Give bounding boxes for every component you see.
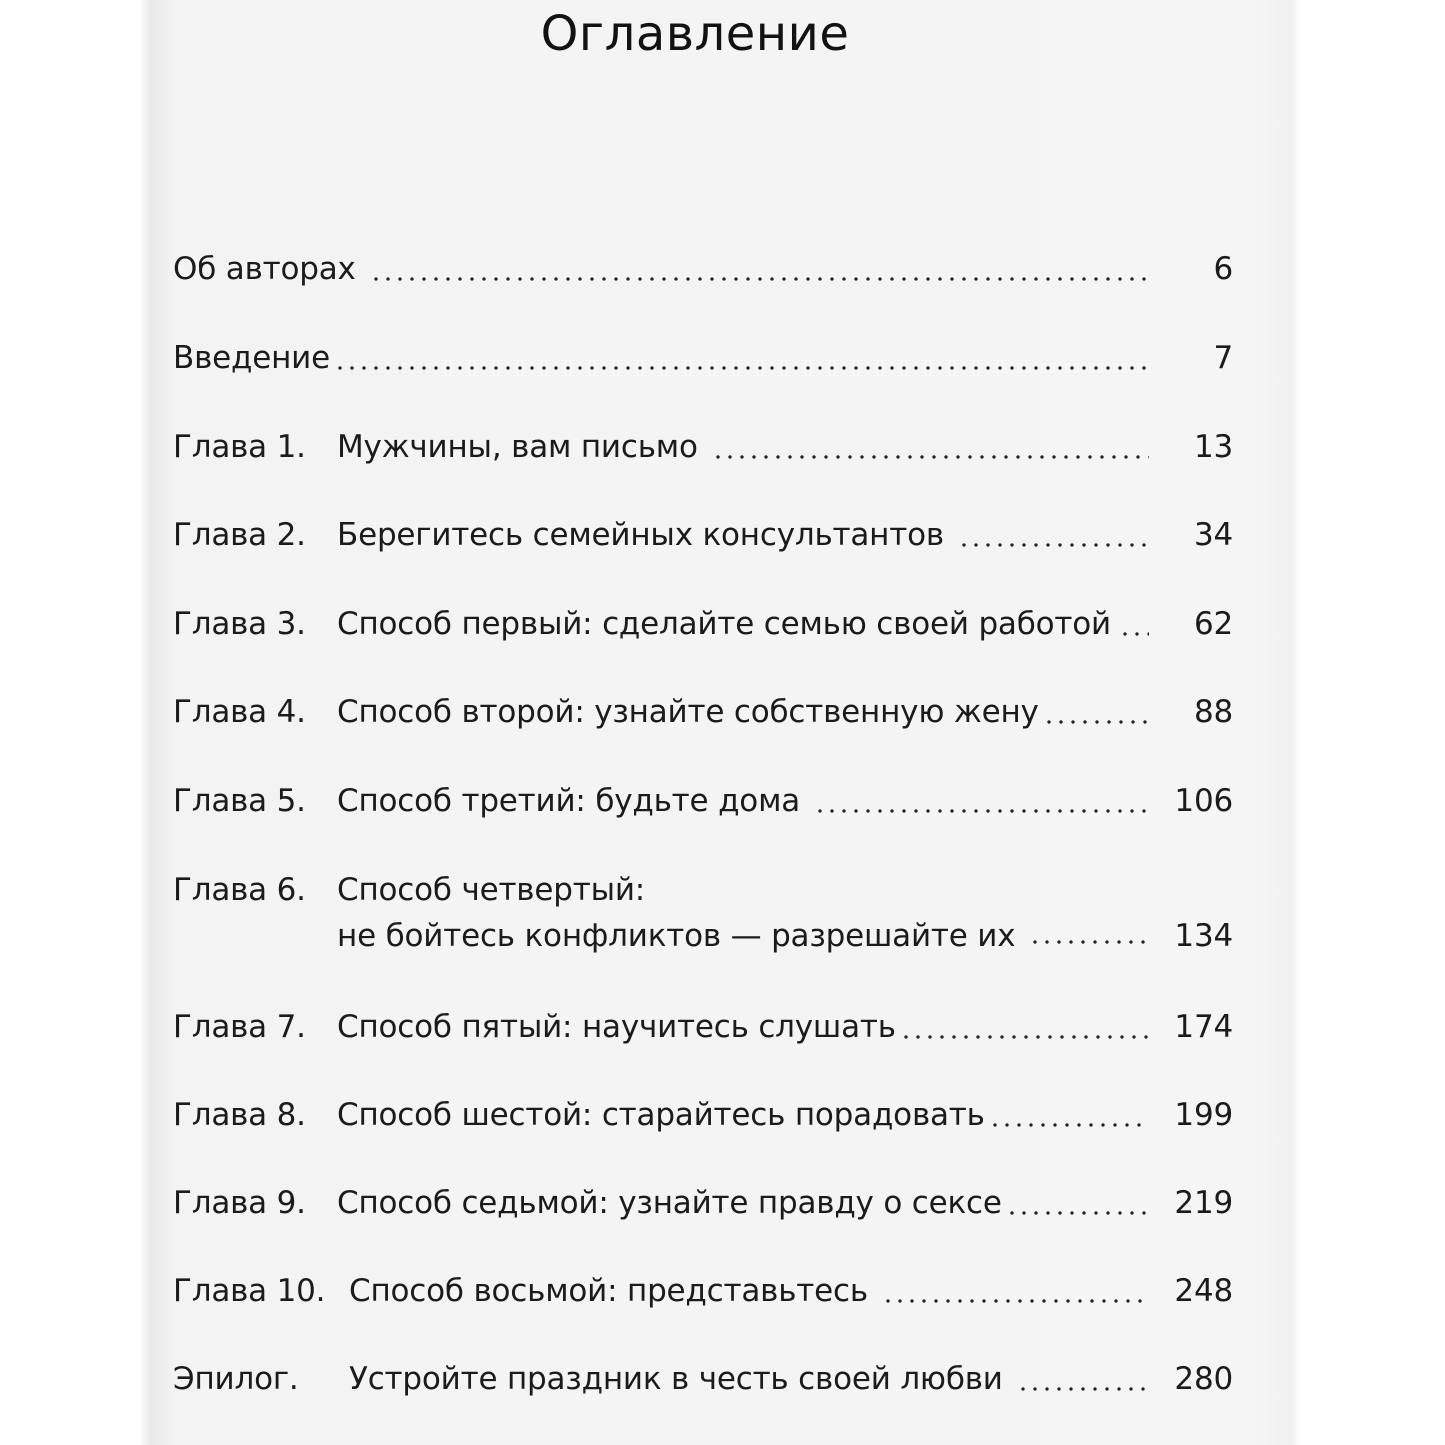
toc-entry-title: не бойтесь конфликтов — разрешайте их [337, 918, 1016, 954]
toc-entry-chapter-5[interactable] [173, 781, 1233, 825]
toc-entry-title: Берегитесь семейных консультантов [337, 517, 944, 553]
dot-leader [370, 276, 1149, 282]
toc-entry-title: Способ пятый: научитесь слушать [337, 1009, 896, 1045]
dot-leader [1006, 1210, 1149, 1216]
toc-entry-label: Глава 9. [173, 1185, 306, 1221]
toc-page-number: 280 [1174, 1361, 1233, 1397]
dot-leader [1119, 631, 1149, 637]
toc-entry-chapter-3[interactable] [173, 604, 1233, 648]
toc-entry-chapter-6[interactable] [173, 870, 1233, 960]
dot-leader [1017, 1386, 1149, 1392]
dot-leader [1029, 939, 1149, 945]
toc-page-number: 248 [1174, 1273, 1233, 1309]
toc-entry-chapter-8[interactable] [173, 1095, 1233, 1139]
toc-entry-title: Способ третий: будьте дома [337, 783, 801, 819]
toc-entry-title-line1: Способ четвертый: [337, 872, 646, 908]
dot-leader [882, 1298, 1149, 1304]
toc-entry-label: Глава 1. [173, 429, 306, 465]
toc-page-number: 6 [1213, 251, 1233, 287]
dot-leader [1043, 719, 1149, 725]
toc-entry-title: Способ восьмой: представьтесь [349, 1273, 868, 1309]
toc-entry-about-authors[interactable] [173, 249, 1233, 293]
toc-entry-chapter-4[interactable] [173, 692, 1233, 736]
toc-entry-label: Глава 7. [173, 1009, 306, 1045]
toc-entry-chapter-9[interactable] [173, 1183, 1233, 1227]
dot-leader [989, 1122, 1149, 1128]
toc-entry-title: Устройте праздник в честь своей любви [349, 1361, 1003, 1397]
toc-entry-label: Глава 10. [173, 1273, 326, 1309]
toc-page-number: 88 [1193, 694, 1233, 730]
page-title: Оглавление [540, 6, 850, 62]
toc-entry-chapter-2[interactable] [173, 515, 1233, 559]
toc-page-number: 7 [1213, 340, 1233, 376]
toc-entry-label: Глава 2. [173, 517, 306, 553]
dot-leader [900, 1034, 1149, 1040]
toc-entry-epilogue[interactable] [173, 1359, 1233, 1403]
toc-entry-label: Глава 8. [173, 1097, 306, 1133]
toc-entry-label: Введение [173, 340, 331, 376]
dot-leader [814, 808, 1149, 814]
toc-page-number: 62 [1193, 606, 1233, 642]
toc-entry-title: Способ седьмой: узнайте правду о сексе [337, 1185, 1002, 1221]
toc-entry-chapter-1[interactable] [173, 427, 1233, 471]
toc-page-number: 134 [1174, 918, 1233, 954]
toc-entry-label: Глава 4. [173, 694, 306, 730]
toc-entry-label: Об авторах [173, 251, 356, 287]
toc-entry-label: Глава 6. [173, 872, 306, 908]
toc-entry-label: Глава 3. [173, 606, 306, 642]
toc-entry-title: Способ первый: сделайте семью своей работой [337, 606, 1111, 642]
toc-entry-chapter-10[interactable] [173, 1271, 1233, 1315]
dot-leader [958, 542, 1149, 548]
toc-page-number: 219 [1174, 1185, 1233, 1221]
toc-page-number: 34 [1193, 517, 1233, 553]
toc-entry-title: Способ шестой: старайтесь порадовать [337, 1097, 985, 1133]
toc-page-number: 13 [1193, 429, 1233, 465]
toc-entry-title: Способ второй: узнайте собственную жену [337, 694, 1039, 730]
toc-entry-title: Мужчины, вам письмо [337, 429, 698, 465]
toc-entry-introduction[interactable] [173, 338, 1233, 382]
toc-entry-label: Глава 5. [173, 783, 306, 819]
dot-leader [334, 365, 1149, 371]
toc-page-number: 106 [1174, 783, 1233, 819]
toc-entry-label: Эпилог. [173, 1361, 299, 1397]
toc-entry-chapter-7[interactable] [173, 1007, 1233, 1051]
toc-page-number: 174 [1174, 1009, 1233, 1045]
toc-page-number: 199 [1174, 1097, 1233, 1133]
dot-leader [712, 454, 1149, 460]
